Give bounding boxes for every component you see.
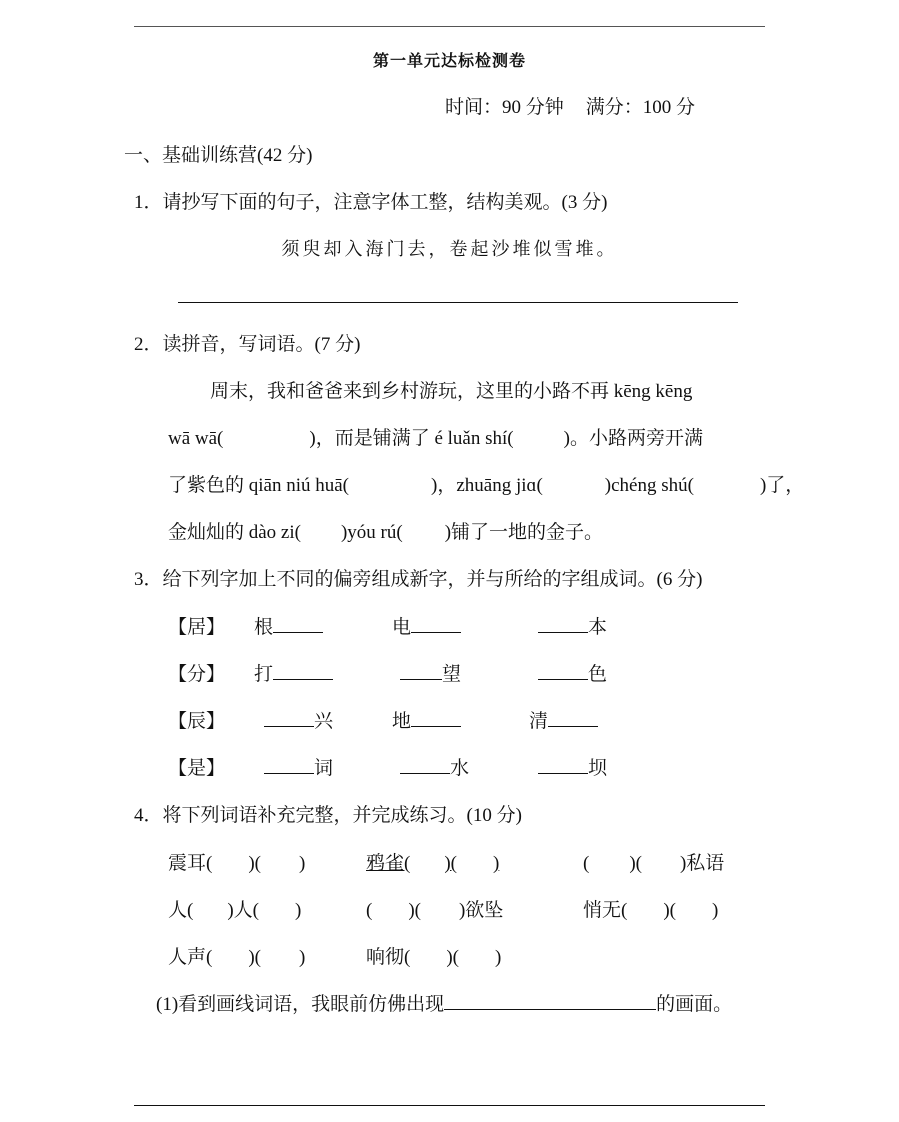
q3-key: 【辰】 (168, 711, 226, 732)
q2-text: )yóu rú( (340, 522, 403, 543)
q3-char: 色 (588, 664, 608, 685)
q2-prompt: 2．读拼音，写词语。(7 分) (134, 334, 361, 355)
answer-blank[interactable] (411, 613, 461, 633)
q3-char: 清 (529, 711, 549, 732)
q3-item (254, 659, 333, 686)
q2-text: )chéng shú( (604, 475, 694, 496)
idiom-3 (583, 848, 724, 875)
q1-write-line[interactable] (178, 302, 738, 303)
q3-row (168, 659, 608, 686)
q2-line2 (168, 423, 703, 450)
q3-item (538, 753, 607, 780)
idiom-text: ( (366, 900, 373, 921)
idiom-5 (366, 895, 503, 922)
q2-text: wā wā( (168, 428, 224, 449)
idiom-6 (583, 895, 718, 922)
top-rule (134, 26, 765, 27)
idiom-text: ) (494, 947, 502, 968)
bottom-rule (134, 1105, 765, 1106)
idiom-text: ) (294, 900, 302, 921)
q3-item (529, 706, 598, 733)
q1-poem: 须臾却入海门去，卷起沙堆似雪堆。 (281, 239, 618, 260)
q2-text: 金灿灿的 dào zi( (168, 522, 301, 543)
q3-char: 打 (254, 664, 274, 685)
sub-question-text: (1)看到画线词语，我眼前仿佛出现 (156, 994, 445, 1015)
q3-char: 电 (392, 617, 412, 638)
q3-char: 本 (588, 617, 608, 638)
idiom-8 (366, 942, 501, 969)
idiom-text: 鸦雀( (366, 853, 411, 874)
idiom-text: )( (446, 947, 459, 968)
q1-prompt: 1．请抄写下面的句子，注意字体工整，结构美观。(3 分) (134, 192, 608, 213)
idiom-text: ) (492, 853, 500, 874)
answer-blank[interactable] (264, 707, 314, 727)
answer-blank[interactable] (273, 660, 333, 680)
q3-char: 望 (442, 664, 462, 685)
section-heading: 一、基础训练营(42 分) (124, 145, 313, 166)
q2-text: )铺了一地的金子。 (444, 522, 604, 543)
idiom-text: )( (248, 853, 261, 874)
answer-blank[interactable] (457, 853, 493, 872)
exam-full-score: 满分：100 分 (585, 97, 696, 118)
idiom-2-underlined (366, 848, 499, 875)
q3-item (392, 612, 461, 639)
q3-item (538, 612, 607, 639)
q3-char: 根 (254, 617, 274, 638)
q3-key: 【居】 (168, 617, 226, 638)
answer-blank[interactable] (548, 707, 598, 727)
exam-meta (445, 92, 717, 119)
sub-question-text: 的画面。 (656, 994, 733, 1015)
q4-prompt: 4．将下列词语补充完整，并完成练习。(10 分) (134, 805, 522, 826)
answer-blank[interactable] (264, 754, 314, 774)
q3-item (400, 659, 461, 686)
idiom-text: 响彻( (366, 947, 411, 968)
idiom-text: )人( (227, 900, 259, 921)
idiom-text: )( (248, 947, 261, 968)
idiom-text: ( (583, 853, 590, 874)
q4-sub1 (156, 989, 732, 1016)
answer-blank[interactable] (400, 754, 450, 774)
q3-item (264, 706, 333, 733)
q2-text: 了紫色的 qiān niú huā( (168, 475, 350, 496)
answer-blank[interactable] (538, 613, 588, 633)
idiom-text: ) (298, 853, 306, 874)
answer-blank[interactable] (538, 754, 588, 774)
answer-blank[interactable] (410, 853, 444, 872)
idiom-text: 悄无( (583, 900, 628, 921)
answer-blank[interactable] (273, 613, 323, 633)
q3-item (400, 753, 469, 780)
q3-row (168, 753, 608, 780)
idiom-text: ) (711, 900, 719, 921)
q3-item (538, 659, 607, 686)
answer-blank[interactable] (538, 660, 588, 680)
idiom-text: )( (663, 900, 676, 921)
q3-row (168, 612, 608, 639)
document-title: 第一单元达标检测卷 (372, 51, 526, 70)
answer-blank[interactable] (400, 660, 442, 680)
idiom-4 (168, 895, 301, 922)
idiom-text: )欲坠 (458, 900, 504, 921)
exam-time: 时间：90 分钟 (445, 97, 564, 118)
idiom-1 (168, 848, 305, 875)
q3-prompt: 3．给下列字加上不同的偏旁组成新字，并与所给的字组成词。(6 分) (134, 569, 703, 590)
q3-key: 【分】 (168, 664, 226, 685)
q2-text: )，zhuāng jiɑ( (431, 475, 543, 496)
q2-text: )，而是铺满了 é luǎn shí( (309, 428, 514, 449)
q3-key: 【是】 (168, 758, 226, 779)
idiom-text: 人声( (168, 947, 213, 968)
idiom-text: )( (629, 853, 642, 874)
q2-text: )。小路两旁开满 (563, 428, 703, 449)
q3-row (168, 706, 549, 733)
idiom-text: )( (444, 853, 457, 874)
q3-char: 水 (450, 758, 470, 779)
idiom-text: 震耳( (168, 853, 213, 874)
q2-line1: 周末，我和爸爸来到乡村游玩，这里的小路不再 kēng kēng (210, 381, 693, 402)
q3-char: 词 (314, 758, 334, 779)
idiom-text: ) (298, 947, 306, 968)
idiom-text: )( (408, 900, 421, 921)
q3-char: 坝 (588, 758, 608, 779)
q3-char: 地 (392, 711, 412, 732)
idiom-text: 人( (168, 900, 194, 921)
q2-line3 (168, 470, 804, 497)
idiom-7 (168, 942, 305, 969)
answer-blank[interactable] (411, 707, 461, 727)
idiom-text: )私语 (679, 853, 725, 874)
q2-text: )了， (759, 475, 805, 496)
q3-char: 兴 (314, 711, 334, 732)
q2-line4 (168, 517, 603, 544)
answer-blank[interactable] (444, 990, 656, 1010)
q3-item (392, 706, 461, 733)
q3-item (254, 612, 323, 639)
q3-item (264, 753, 333, 780)
